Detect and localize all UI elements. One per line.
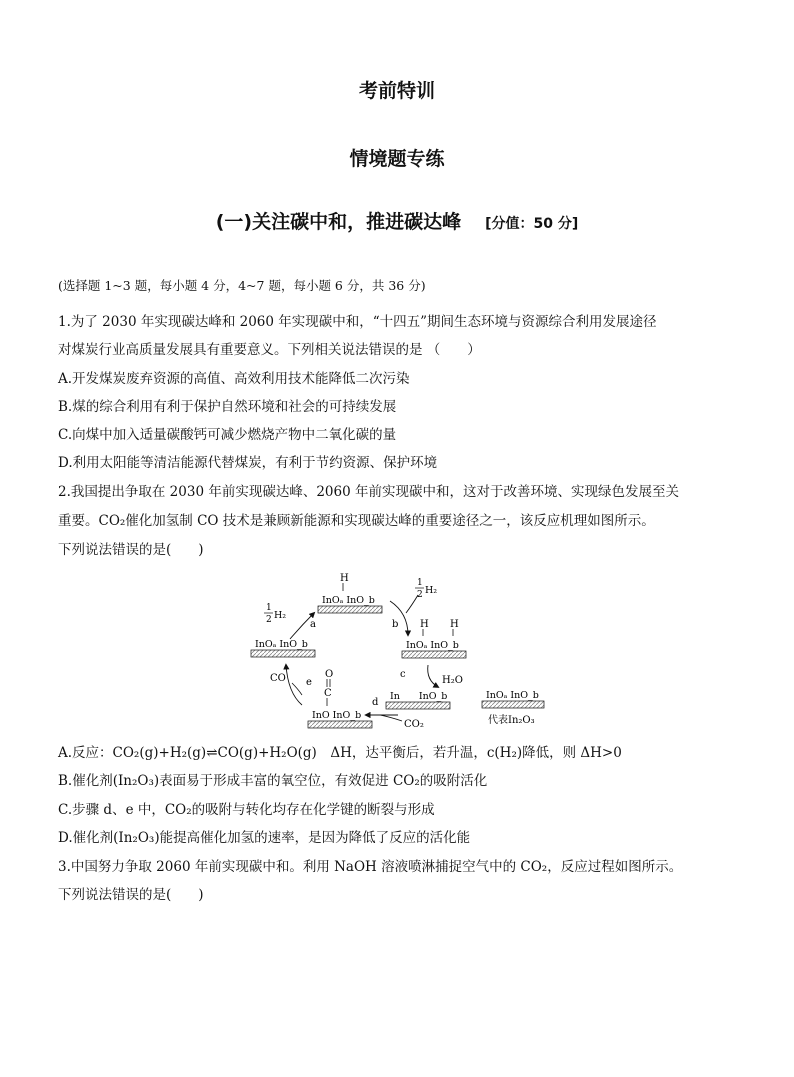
- q2-option-a: A.反应：CO₂(g)+H₂(g)⇌CO(g)+H₂O(g) ΔH，达平衡后，若升温，c(H₂)降低，则 ΔH>0: [58, 745, 622, 761]
- q1-stem-line1: 1.为了 2030 年实现碳达峰和 2060 年实现碳中和，“十四五”期间生态环境与资源综合利用发展途径: [58, 314, 657, 330]
- q2-stem-line2: 重要。CO₂催化加氢制 CO 技术是兼顾新能源和实现碳达峰的重要途径之一，该反应机理如图所示。: [58, 513, 655, 529]
- top-h-atom: H: [340, 573, 349, 584]
- top-surface: [318, 606, 382, 613]
- q1-option-c: C.向煤中加入适量碳酸钙可减少燃烧产物中二氧化碳的量: [58, 427, 397, 443]
- step-a-label: a: [310, 619, 316, 630]
- legend-surface-label: InOₐ InO_b: [486, 690, 539, 701]
- q2-stem-line1: 2.我国提出争取在 2030 年前实现碳达峰、2060 年前实现碳中和，这对于改善环境、实现绿色发展至关: [58, 484, 679, 500]
- legend-label: 代表In₂O₃: [488, 715, 535, 726]
- half-h2-right-num: 1: [417, 578, 423, 588]
- q2-option-c: C.步骤 d、e 中，CO₂的吸附与转化均存在化学键的断裂与形成: [58, 802, 435, 818]
- q1-option-d: D.利用太阳能等清洁能源代替煤炭，有利于节约资源、保护环境: [58, 455, 438, 471]
- page-subtitle: 情境题专练: [349, 148, 445, 170]
- left-surface-label: InOₐ InO_b: [255, 639, 308, 650]
- bottom-center-surface-label: InO InO_b: [312, 710, 362, 721]
- half-h2-left-den: 2: [266, 615, 272, 625]
- step-b-label: b: [392, 619, 399, 630]
- instructions: (选择题 1~3 题，每小题 4 分，4~7 题，每小题 6 分，共 36 分): [58, 278, 426, 293]
- q1-stem-line2: 对煤炭行业高质量发展具有重要意义。下列相关说法错误的是 （ ）: [58, 342, 481, 358]
- reaction-mechanism-diagram: [240, 565, 560, 735]
- step-d-label: d: [372, 697, 379, 708]
- h2o-label: H₂O: [442, 675, 463, 686]
- bottom-o-atom: O: [325, 669, 334, 680]
- top-surface-label: InOₐ InO_b: [322, 595, 375, 606]
- q3-stem-line2: 下列说法错误的是( ): [58, 887, 204, 903]
- right-h-atom-2: H: [450, 619, 459, 630]
- half-h2-left-h2: H₂: [274, 610, 287, 621]
- right-surface-label: InOₐ InO_b: [406, 640, 459, 651]
- section-title: [0, 207, 794, 234]
- half-h2-left-num: 1: [266, 603, 272, 613]
- page-title: 考前特训: [358, 80, 435, 102]
- q3-stem-line1: 3.中国努力争取 2060 年前实现碳中和。利用 NaOH 溶液喷淋捕捉空气中的 CO₂，反应过程如图所示。: [58, 859, 683, 875]
- score-label: [分值：50 分]: [485, 216, 579, 232]
- q2-option-d: D.催化剂(In₂O₃)能提高催化加氢的速率，是因为降低了反应的活化能: [58, 830, 471, 846]
- left-surface: [251, 650, 315, 657]
- legend-surface: [482, 701, 544, 708]
- co2-label: CO₂: [404, 719, 424, 730]
- q1-option-a: A.开发煤炭废弃资源的高值、高效利用技术能降低二次污染: [58, 371, 410, 387]
- right-surface: [402, 651, 466, 658]
- q2-option-b: B.催化剂(In₂O₃)表面易于形成丰富的氧空位，有效促进 CO₂的吸附活化: [58, 773, 488, 789]
- bottom-right-surface: [386, 702, 450, 709]
- bottom-right-surface-label: In InO_b: [390, 691, 448, 702]
- section-title-text: (一)关注碳中和，推进碳达峰: [215, 211, 462, 233]
- half-h2-right-h2: H₂: [425, 585, 438, 596]
- step-c-label: c: [400, 669, 406, 680]
- bottom-c-atom: C: [324, 688, 332, 699]
- co-label: CO: [270, 673, 286, 684]
- right-h-atom-1: H: [420, 619, 429, 630]
- step-e-label: e: [306, 677, 312, 688]
- q2-stem-line3: 下列说法错误的是( ): [58, 542, 204, 558]
- bottom-center-surface: [308, 721, 372, 728]
- q1-option-b: B.煤的综合利用有利于保护自然环境和社会的可持续发展: [58, 399, 397, 415]
- half-h2-right-den: 2: [417, 590, 423, 600]
